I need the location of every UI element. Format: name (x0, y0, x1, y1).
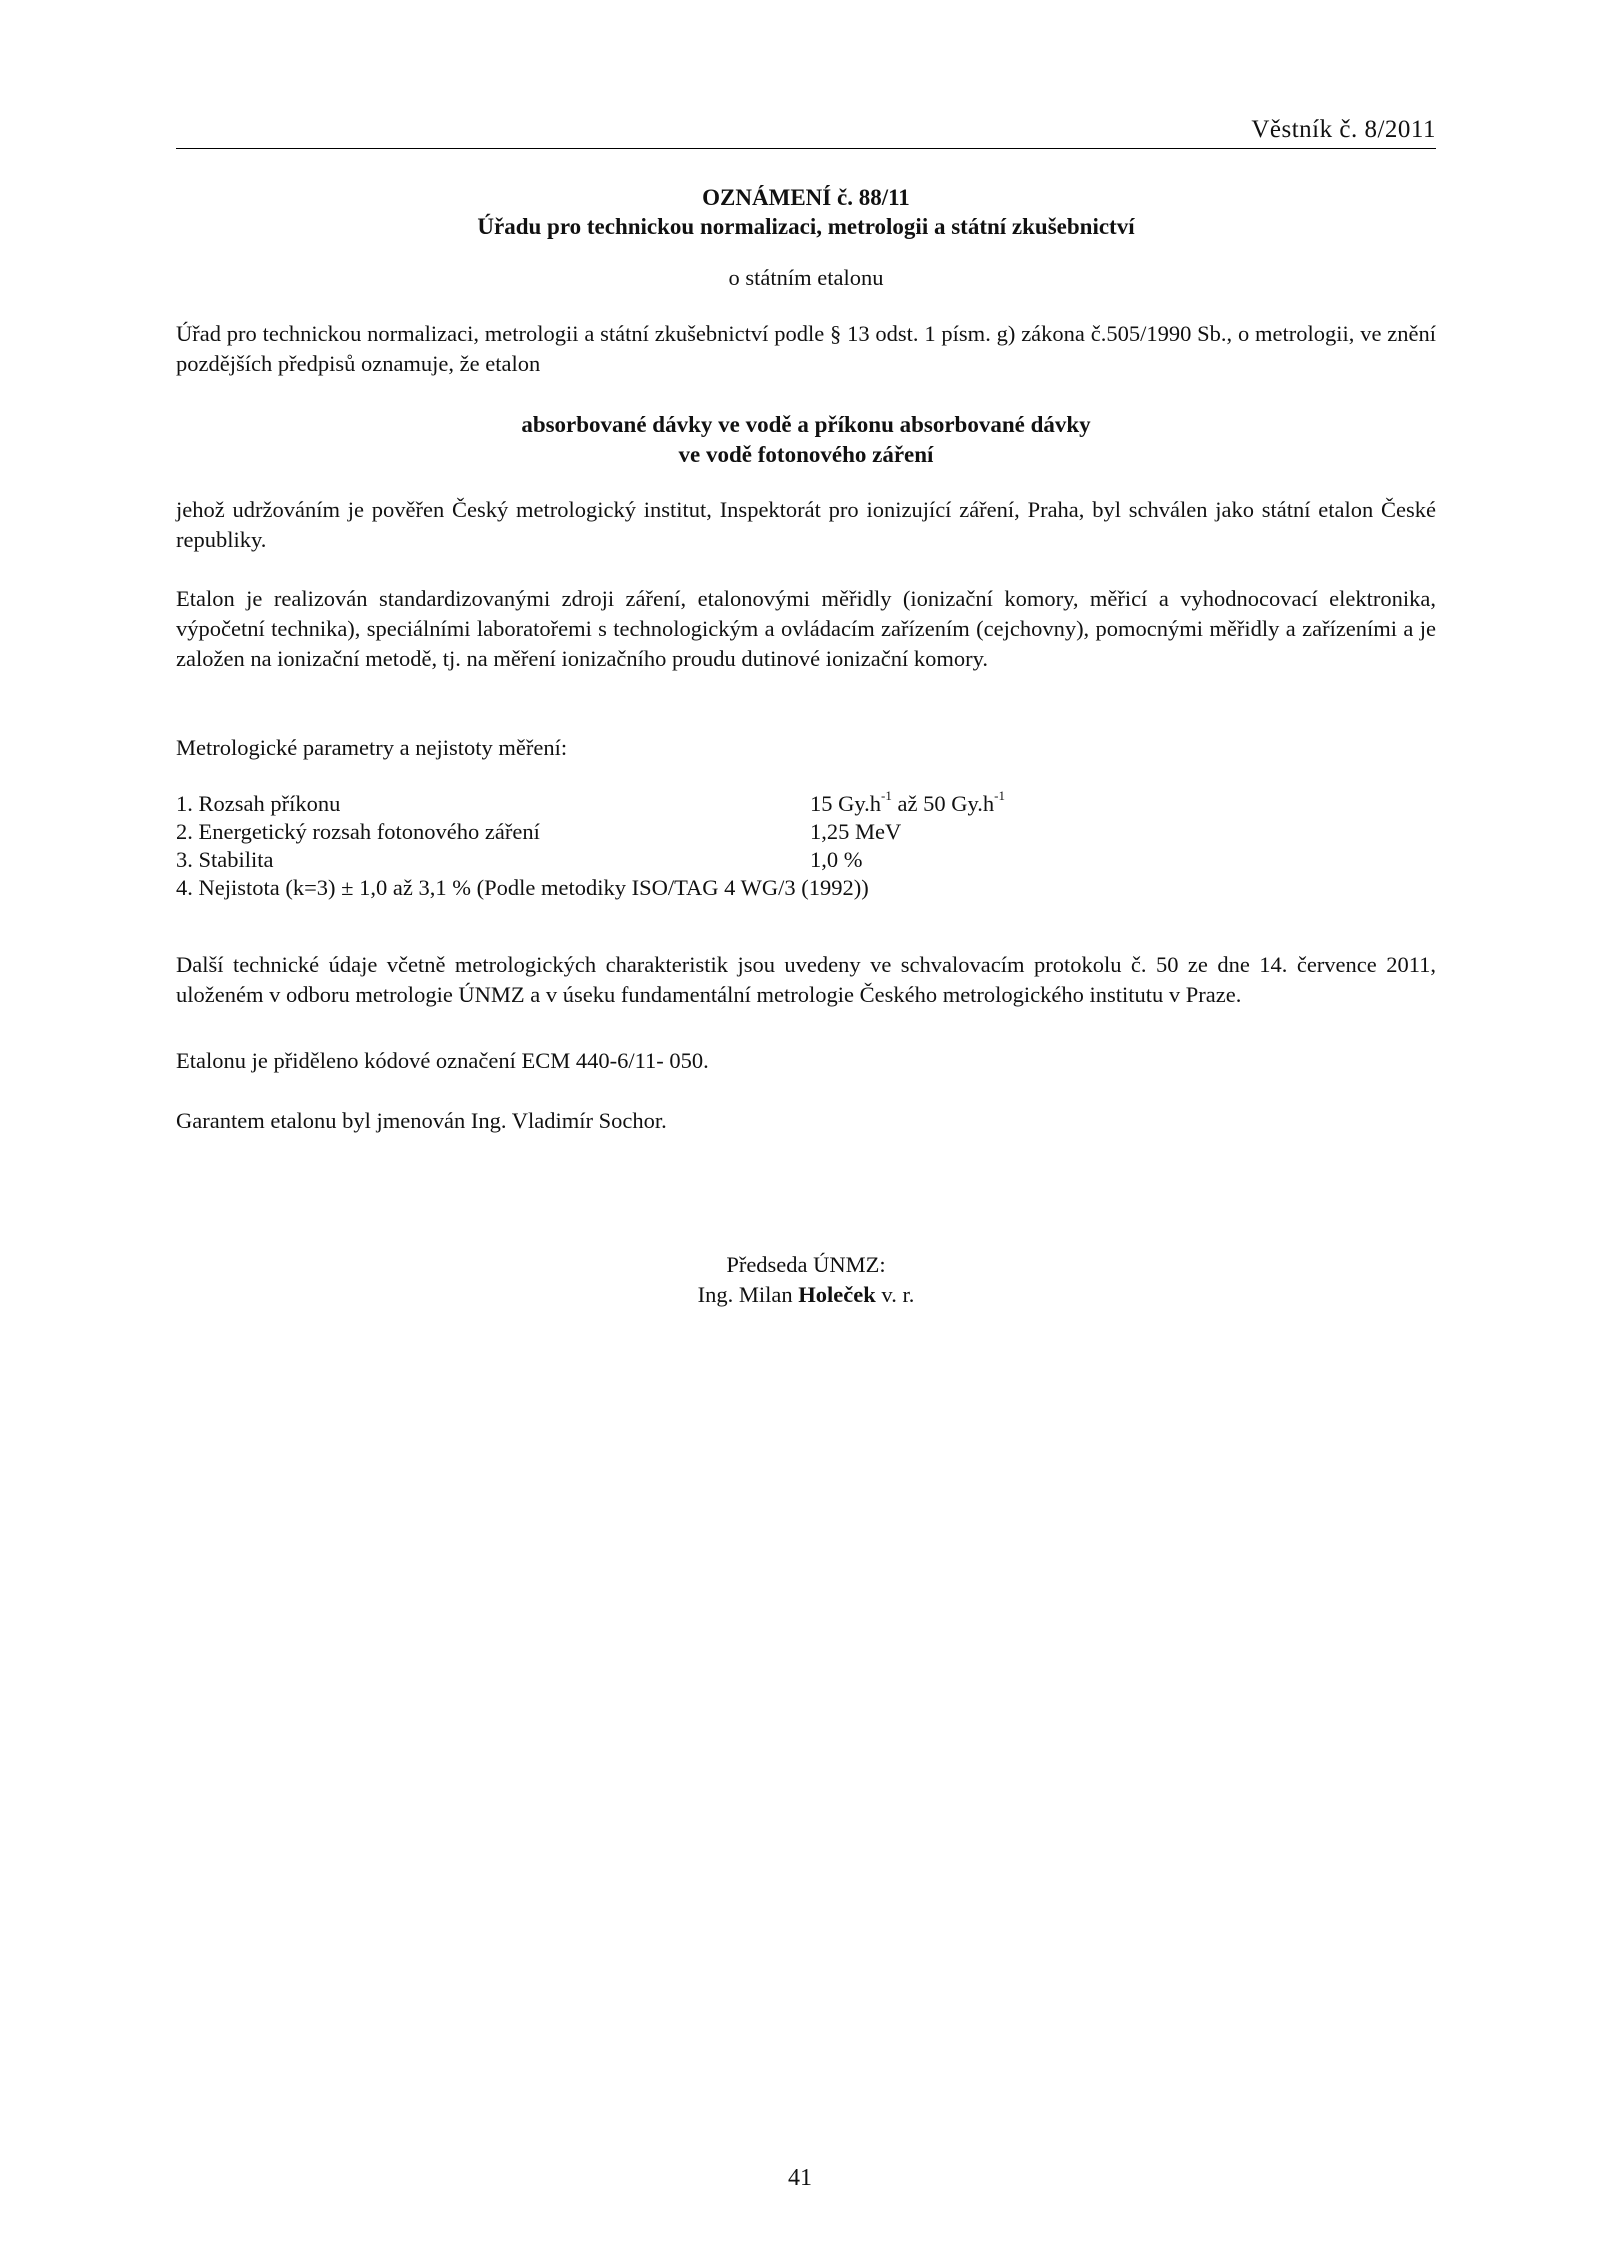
parameter-row (176, 874, 1436, 902)
parameter-row (176, 818, 1436, 846)
signature-role: Předseda ÚNMZ: (726, 1252, 886, 1277)
value-part: až 50 Gy.h (891, 791, 995, 816)
parameter-label: 3. Stabilita (176, 847, 274, 872)
parameter-value: 1,25 MeV (810, 819, 902, 844)
journal-issue: Věstník č. 8/2011 (1251, 116, 1436, 143)
parameter-label: 4. Nejistota (k=3) ± 1,0 až 3,1 % (Podle metodiky ISO/TAG 4 WG/3 (1992)) (176, 875, 869, 900)
signature-name (176, 1280, 1436, 1310)
superscript: -1 (994, 787, 1005, 803)
realization-paragraph: Etalon je realizován standardizovanými zdroji záření, etalonovými měřidly (ionizační komory, měřicí a vyhodnocovací elektronika, výpočetní technika), speciálními laboratořemi s technologickým a ovládacím zařízením (cejchovny), pomocnými měřidly a zařízeními a je založen na ionizační metodě, tj. na měření ionizačního proudu dutinové ionizační komory. (176, 586, 1436, 671)
code-paragraph: Etalonu je přiděleno kódové označení ECM 440-6/11- 050. (176, 1048, 709, 1073)
page-header (176, 110, 1436, 149)
parameter-label: 1. Rozsah příkonu (176, 791, 341, 816)
signature-prefix: Ing. Milan (697, 1282, 799, 1307)
signature-suffix: v. r. (875, 1282, 915, 1307)
parameter-row (176, 787, 1436, 818)
etalon-name-line-1: absorbované dávky ve vodě a příkonu absorbované dávky (521, 412, 1091, 437)
superscript: -1 (881, 787, 892, 803)
intro-paragraph: Úřad pro technickou normalizaci, metrologii a státní zkušebnictví podle § 13 odst. 1 písm. g) zákona č.505/1990 Sb., o metrologii, ve znění pozdějších předpisů oznamuje, že etalon (176, 321, 1436, 376)
parameter-value: 1,0 % (810, 847, 863, 872)
signature-block (176, 1250, 1436, 1310)
page-number: 41 (788, 2165, 812, 2191)
details-paragraph: Další technické údaje včetně metrologických charakteristik jsou uvedeny ve schvalovacím protokolu č. 50 ze dne 14. července 2011, uloženém v odboru metrologie ÚNMZ a v úseku fundamentální metrologie Českého metrologického institutu v Praze. (176, 952, 1436, 1007)
guarantor-paragraph: Garantem etalonu byl jmenován Ing. Vladimír Sochor. (176, 1108, 667, 1133)
announcement-subject: o státním etalonu (728, 265, 884, 290)
value-part: 15 Gy.h (810, 791, 882, 816)
etalon-name-line-2: ve vodě fotonového záření (678, 442, 934, 467)
announcement-issuer: Úřadu pro technickou normalizaci, metrologii a státní zkušebnictví (477, 214, 1135, 239)
parameter-row (176, 846, 1436, 874)
announcement-number: OZNÁMENÍ č. 88/11 (702, 185, 910, 210)
parameter-value (810, 787, 1005, 818)
parameters-heading: Metrologické parametry a nejistoty měření: (176, 735, 568, 760)
maintainer-paragraph: jehož udržováním je pověřen Český metrologický institut, Inspektorát pro ionizující záření, Praha, byl schválen jako státní etalon České republiky. (176, 497, 1436, 552)
etalon-name (176, 410, 1436, 470)
signature-surname: Holeček (798, 1282, 876, 1307)
parameter-label: 2. Energetický rozsah fotonového záření (176, 819, 540, 844)
